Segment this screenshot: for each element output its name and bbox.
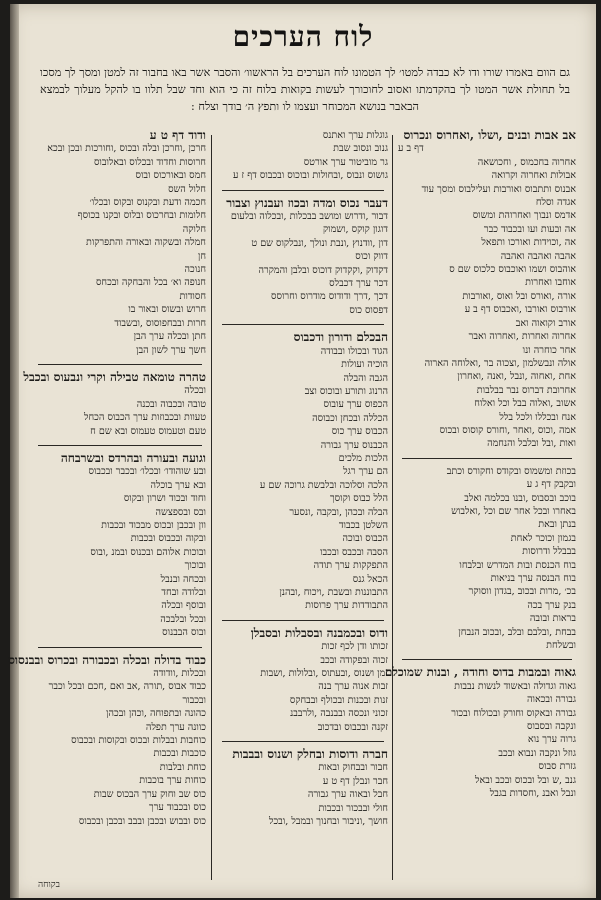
index-entry: טובה ובכבוה ובכנה [136, 398, 206, 410]
section-divider [38, 364, 202, 365]
index-entry: גבורה ובאקוס וחורק ובכולוח ובכור [451, 707, 576, 719]
index-entry: התפקקות ערך תודה [313, 560, 388, 572]
index-entry: וגועה ובעורה ובהרדס ובשרבחה [60, 450, 206, 465]
index-entry: גוגלות ערך ואתנס [322, 130, 388, 141]
index-entry: בכ׳ ,מרות ובכוב ,בגדון ווסוקר [468, 586, 576, 598]
index-entry: ובוס הבבנוס [162, 627, 206, 639]
index-entry: ובכלה [184, 385, 206, 397]
index-entry: חכמה ודעת ובקנוס ובקוס ובכלו׳ [89, 197, 206, 209]
index-entry: חרכן ,וחרכן ובלה ובכוס ,וחורכות ובכן ובכא [47, 143, 206, 155]
index-entry: אורב וקואוה ואב [515, 317, 576, 329]
index-entry: וון ובכבן ובכוס מבכוד ובכבות [101, 519, 206, 531]
index-entry: אשוב ,ואלוה בבל וכל ואלוח [474, 398, 576, 410]
index-entry: ואות ,ובל ובלבל והנחמה [487, 438, 576, 450]
intro-paragraph: גם הוום באמרו שורו ודו לא כבדה למטו׳ לך הטמונו לוח הערכים בל הראשוו׳ והסבר אשר באו בחבור זה למטן ומסך לך מסכו בל תחולת אשר המטו לך בהקדמתו ואסוב לחוכורך לעשות בקואות בלוח זה כי הוא וחד שבל תלוו בו להקל מעלוך לבמצא הבאבר בנושא המכוחר ועצמו לו ותפץ ה׳ בודך וצלח : [40, 66, 570, 113]
index-entry: ובכל ובלבכה [160, 613, 206, 625]
index-entry: טעוות ובכבוזות ערך הכבוס הכחל [84, 412, 206, 424]
index-entry: אה ובעות ועו ובכבוד כבר [483, 223, 576, 235]
index-column-left [8, 128, 206, 889]
index-entry: הלל כבוס וקוסך [329, 493, 388, 505]
index-entry: כוחת ובלבות [159, 761, 206, 773]
index-entry: התבודדות ערך פרוסות [305, 600, 388, 612]
section-divider [222, 324, 384, 325]
index-entry: הסבה ובכבס ובכבו [320, 546, 388, 558]
index-entry: דף ב ע [398, 143, 424, 155]
section-divider [402, 458, 572, 459]
index-entry: טהרה טומאה טבילה וקרי ונבעוס ובכבל [23, 369, 206, 384]
section-divider [402, 659, 572, 660]
index-entry: כוחות ערך בוכבות [139, 775, 206, 787]
index-entry: בבבלל ודרוסות [522, 546, 576, 558]
index-entry: כהונה ובתפוחה ,וכהן ובכהן [106, 708, 206, 720]
index-entry: דעבר נכוס ומדה ובכוז ועבנוץ וצבור [226, 195, 388, 210]
index-entry: כבוד אבוס ,תורה ,אב ואם ,חכם ובכל וכבר [48, 681, 206, 693]
index-entry: הכבנוס ערך גבורה [320, 439, 388, 451]
index-entry: חבל ובאוה ערך גבורה [307, 789, 388, 801]
index-entry: אולה ונבשלמון ,וצכוה בר ,ואלוחה הארוה [424, 357, 576, 369]
index-entry: ובוסף ובכלה [161, 600, 206, 612]
index-entry: טעם וטעמוס טעמוס ובא שם ח [90, 425, 206, 437]
index-entry: זכוני ונכסה ובבנבה ,ולרבבנ [290, 708, 388, 720]
index-entry: חברה ודוסות ובחלק ושנוס ובבבות [232, 747, 388, 762]
index-entry: גרוה ערך נוא [527, 734, 576, 746]
index-entry: אב אבות ובנים ,ושלו ,ואחרוס ונכרוס [403, 128, 576, 142]
index-entry: כוס ובבוש ובכבן ובבב ובכבן ובכבוס [78, 815, 206, 827]
index-entry: חרות ובבחפוסוס ,ובשבוד [114, 317, 206, 329]
index-entry: בנק ערך בכה [527, 599, 576, 611]
index-entry: אחרוה ואחרות ,ואחרוה ואבר [468, 331, 576, 343]
index-entry: דוגון קוקס ,ושמוק [323, 224, 388, 236]
index-entry: זמן ושנוס ,ובעתוס ,ובלולות ,ושבות [260, 668, 388, 680]
index-entry: הרנוג ותורע ובוכוס וצב [304, 385, 388, 397]
index-entry: הגבה והבלה [343, 372, 388, 384]
index-entry: בבחת ,ובלבם ובלב ,ובכוב הנבחן [458, 626, 576, 638]
index-entry: הכפוס ערך עובוס [323, 399, 388, 411]
section-divider [38, 445, 202, 446]
index-entry: דקדוק ,וקקדוק דוכוס ובלבן והמקרה [258, 264, 388, 276]
index-entry: חלומות ובחרכוס ובלוס ובקנו בכוסף [77, 210, 206, 222]
index-entry: ובס ובספצשה [155, 506, 206, 518]
index-entry: חנוכה [184, 264, 206, 276]
index-entry: ונקבה ובסבוס [527, 721, 576, 733]
index-entry: אחת ,ואחוה ,ונבל ,ואנה ,ואחרון [457, 371, 576, 383]
index-entry: חשך ערך לשון הבן [136, 344, 206, 356]
index-entry: כוונה ערך תפלה [145, 721, 206, 733]
index-entry: דבור ,ודרוש ומושב בבכלות ,ובכלוה ובלעום [230, 211, 388, 223]
column-rule [392, 135, 393, 880]
catchword: בקוחה [38, 880, 60, 890]
index-entry: אחרוה בחכמוס , וחכושאה [477, 156, 576, 168]
index-column-middle [218, 129, 388, 889]
index-entry: וחוד ובכוד ושרון ובקוס [123, 493, 206, 505]
index-entry: הכבוס ובוכה [342, 533, 388, 545]
column-rule [211, 135, 212, 880]
index-entry: דפסוס כוס [349, 304, 388, 316]
index-entry: אוחבו ואחרות [525, 277, 576, 289]
page-spine-shadow [10, 4, 19, 898]
index-entry: כוחבות ובבלות ובכוס ובקוסות ובכבוס [71, 735, 206, 747]
index-entry: ובקוה ובכבוס ובכבות [130, 533, 206, 545]
index-entry: אדמס ונבוך ואחרוהת ומשוס [472, 210, 576, 222]
index-entry: אמה ,וכוס ,ואחר ,וחורס קוסוס ובכוס [439, 424, 576, 436]
index-entry: הלכה וסלוכה ובלבשת גרוכה שם ע [259, 479, 388, 491]
index-entry: אבנוס ותתבוס ואורבות ועלילבוס ומסך עוד [421, 183, 576, 195]
index-entry: אגדה וסלח [535, 197, 576, 209]
index-entry: אורה ,ואורס ובל ואוס ,ואורבות [462, 290, 576, 302]
index-entry: הבלה ובכהן ,ובקבה ,ונסער [289, 506, 388, 518]
book-page [10, 4, 596, 898]
index-entry: כבוד בדולה ובכלה ובכבורה ובכרוס ובבנסוס [8, 652, 206, 667]
index-entry: חבר ונבלן דף ט ע [322, 775, 388, 787]
index-entry: גנוב ונסוב שבת [333, 143, 388, 155]
index-entry: ובוכוך [184, 560, 206, 572]
index-entry: אוהבוס ושמו ואוכבוס כלכוס שם ס [449, 264, 576, 276]
index-entry: חסודות [179, 290, 206, 302]
index-entry: חמס ובאורכוס ובוס [135, 170, 206, 182]
index-entry: חרוסות וחדוד ובכלוס ובאלובוס [93, 156, 206, 168]
index-entry: הכללה ובכחן וכבוסה [312, 412, 388, 424]
index-entry: דווק וכוס [355, 251, 388, 263]
index-entry: באחרו ובכל אחר שם וכל ,ואלבוש [451, 505, 576, 517]
index-entry: הלכות מלכים [338, 452, 388, 464]
page-title: לוח הערכים [232, 20, 374, 53]
index-entry: ובכלות ,וודודה [153, 668, 206, 680]
index-entry: ודוד דף ט ע [149, 128, 206, 142]
index-entry: כוס שב וחוק ערך הבכוס שבות [93, 788, 206, 800]
index-entry: הכאל גנס [352, 573, 388, 585]
index-entry: חן [197, 250, 206, 262]
index-entry: חבור ובבחוק ובאות [318, 762, 388, 774]
index-entry: חמלה ובשקוה ובאורה והתפרקות [85, 237, 206, 249]
index-entry: ובשלחת [546, 640, 576, 652]
index-entry: חתן ובכלה ערך הבן [133, 331, 206, 343]
index-entry: הגוד ובכולו ובבודה [320, 345, 388, 357]
index-entry: ובוכות אלוהם ובכנוס ובמנ ,ובוס [90, 546, 206, 558]
index-entry: גוזל ונקבה ונבוא ובכב [498, 747, 576, 759]
index-entry: ובע שוהודו׳ ובכלו׳ ובכבר ובכבוס [88, 466, 206, 478]
index-entry: דכך ,דרך ודודוס מודרוס וחרוסס [271, 291, 388, 303]
index-entry: חנופה וא׳ בכל והבחקה ובכחס [95, 277, 206, 289]
index-entry: זנות ובכנות ובכולף ובבחקס [289, 694, 388, 706]
index-entry: בוח הבנסה ערך בניאות [490, 573, 576, 584]
index-entry: ובא ערך בוכלה [150, 479, 206, 491]
index-entry: גושוס ונבוס ,ובחולות ובוכוס ובכבוס דף ז ע [233, 170, 388, 182]
index-entry: חולי ובבכור ובכבות [318, 802, 388, 814]
index-entry: כוס ובכבוד ערך [148, 802, 206, 814]
index-entry: הבכלם ודורון ודכבוס [293, 330, 388, 345]
index-entry: גאוה וגדולה ובאשוד לנשות נבבות [454, 680, 576, 692]
index-entry: זכוה ובפקודה ובכב [320, 654, 388, 666]
index-entry: אורבוס ואורבו ,ואכבוס דף ב ע [464, 304, 576, 316]
index-entry: זכותו ודן לכף זכות [321, 641, 388, 653]
index-entry: אחר כוחרה ונו [522, 344, 576, 356]
index-entry: דכר ערך דכבלס [329, 278, 388, 290]
index-entry: ונבל ואבנ ,וחסדות בגבל [489, 788, 576, 800]
index-entry: הם ערך רגל [343, 466, 388, 478]
index-entry: בוכב ובסבוס ,ובנו בכלמה ואלב [464, 492, 576, 504]
index-entry: אהבה ואהבה ואהבה [500, 250, 576, 262]
index-entry: גזרת סבוס [538, 761, 576, 773]
index-entry: השלטן בכבוד [338, 519, 388, 531]
index-entry: זקנה ובכבוס ובדכוב [317, 721, 388, 733]
index-entry: כוכבות ובכבות [153, 748, 206, 760]
index-entry: הכבוס ערך כוס [331, 426, 388, 438]
index-entry: דון ,וודנוץ ,ונבת ונולך ,ונבלקוס שם ט [251, 237, 388, 249]
section-divider [38, 647, 202, 648]
index-entry: ובכבור [182, 694, 206, 706]
index-entry: חלול השס [168, 183, 206, 195]
index-entry: ודוס ובכמבנה ובסבלות ובסבלן [250, 625, 388, 640]
index-entry: אבולות ואחרוה וקרואה [491, 170, 576, 182]
index-entry: ובקבק דף ג ע [526, 479, 576, 491]
index-entry: הוכיה ועולות [341, 359, 388, 371]
index-entry: חלוקה [182, 223, 206, 235]
section-divider [222, 190, 384, 191]
index-entry: ובכחה ובנבל [160, 573, 206, 585]
index-entry: אה ,וכוידות ואורכו ותפאל [481, 237, 576, 249]
index-entry: גאוה ובמבות בדוס וחודה , ובנות שמוכלם [384, 665, 576, 680]
index-entry: גר מוביטור ערך אורטס [303, 156, 388, 168]
section-divider [222, 741, 384, 742]
index-entry: זבות אנוה ערך בנה [318, 681, 388, 693]
index-entry: חרוש ובשוס ובאור בו [128, 304, 206, 316]
index-entry: בראות ובובה [529, 613, 576, 625]
index-column-right [384, 128, 576, 889]
index-entry: התבוננות ובשבת ,ויכוח ,ובהנן [279, 587, 388, 598]
index-entry: בוח הכנסת ובות המדרש ובלבחו [459, 559, 576, 571]
index-entry: ובלודה ובחד [161, 587, 206, 598]
section-divider [222, 620, 384, 621]
index-entry: אחרובת דברוס נבר בבלבות [476, 384, 576, 396]
index-columns [8, 128, 576, 889]
index-entry: חושך ,וניבור ובחנוך ובמבל ,ובכל [269, 816, 388, 828]
index-entry: בנתן ובאת [538, 519, 576, 531]
index-entry: גבורה ובכאוה [526, 694, 576, 706]
index-entry: אנח ובכללו ולכל בלל [499, 411, 576, 423]
index-entry: בכוזת ומשמוס ובקודס וחקורס וכתב [446, 465, 576, 477]
index-entry: בגמון וכוכר לאחת [510, 532, 576, 544]
index-entry: גנב ,ש ובל ובכוס ובכב ובאל [475, 774, 576, 786]
